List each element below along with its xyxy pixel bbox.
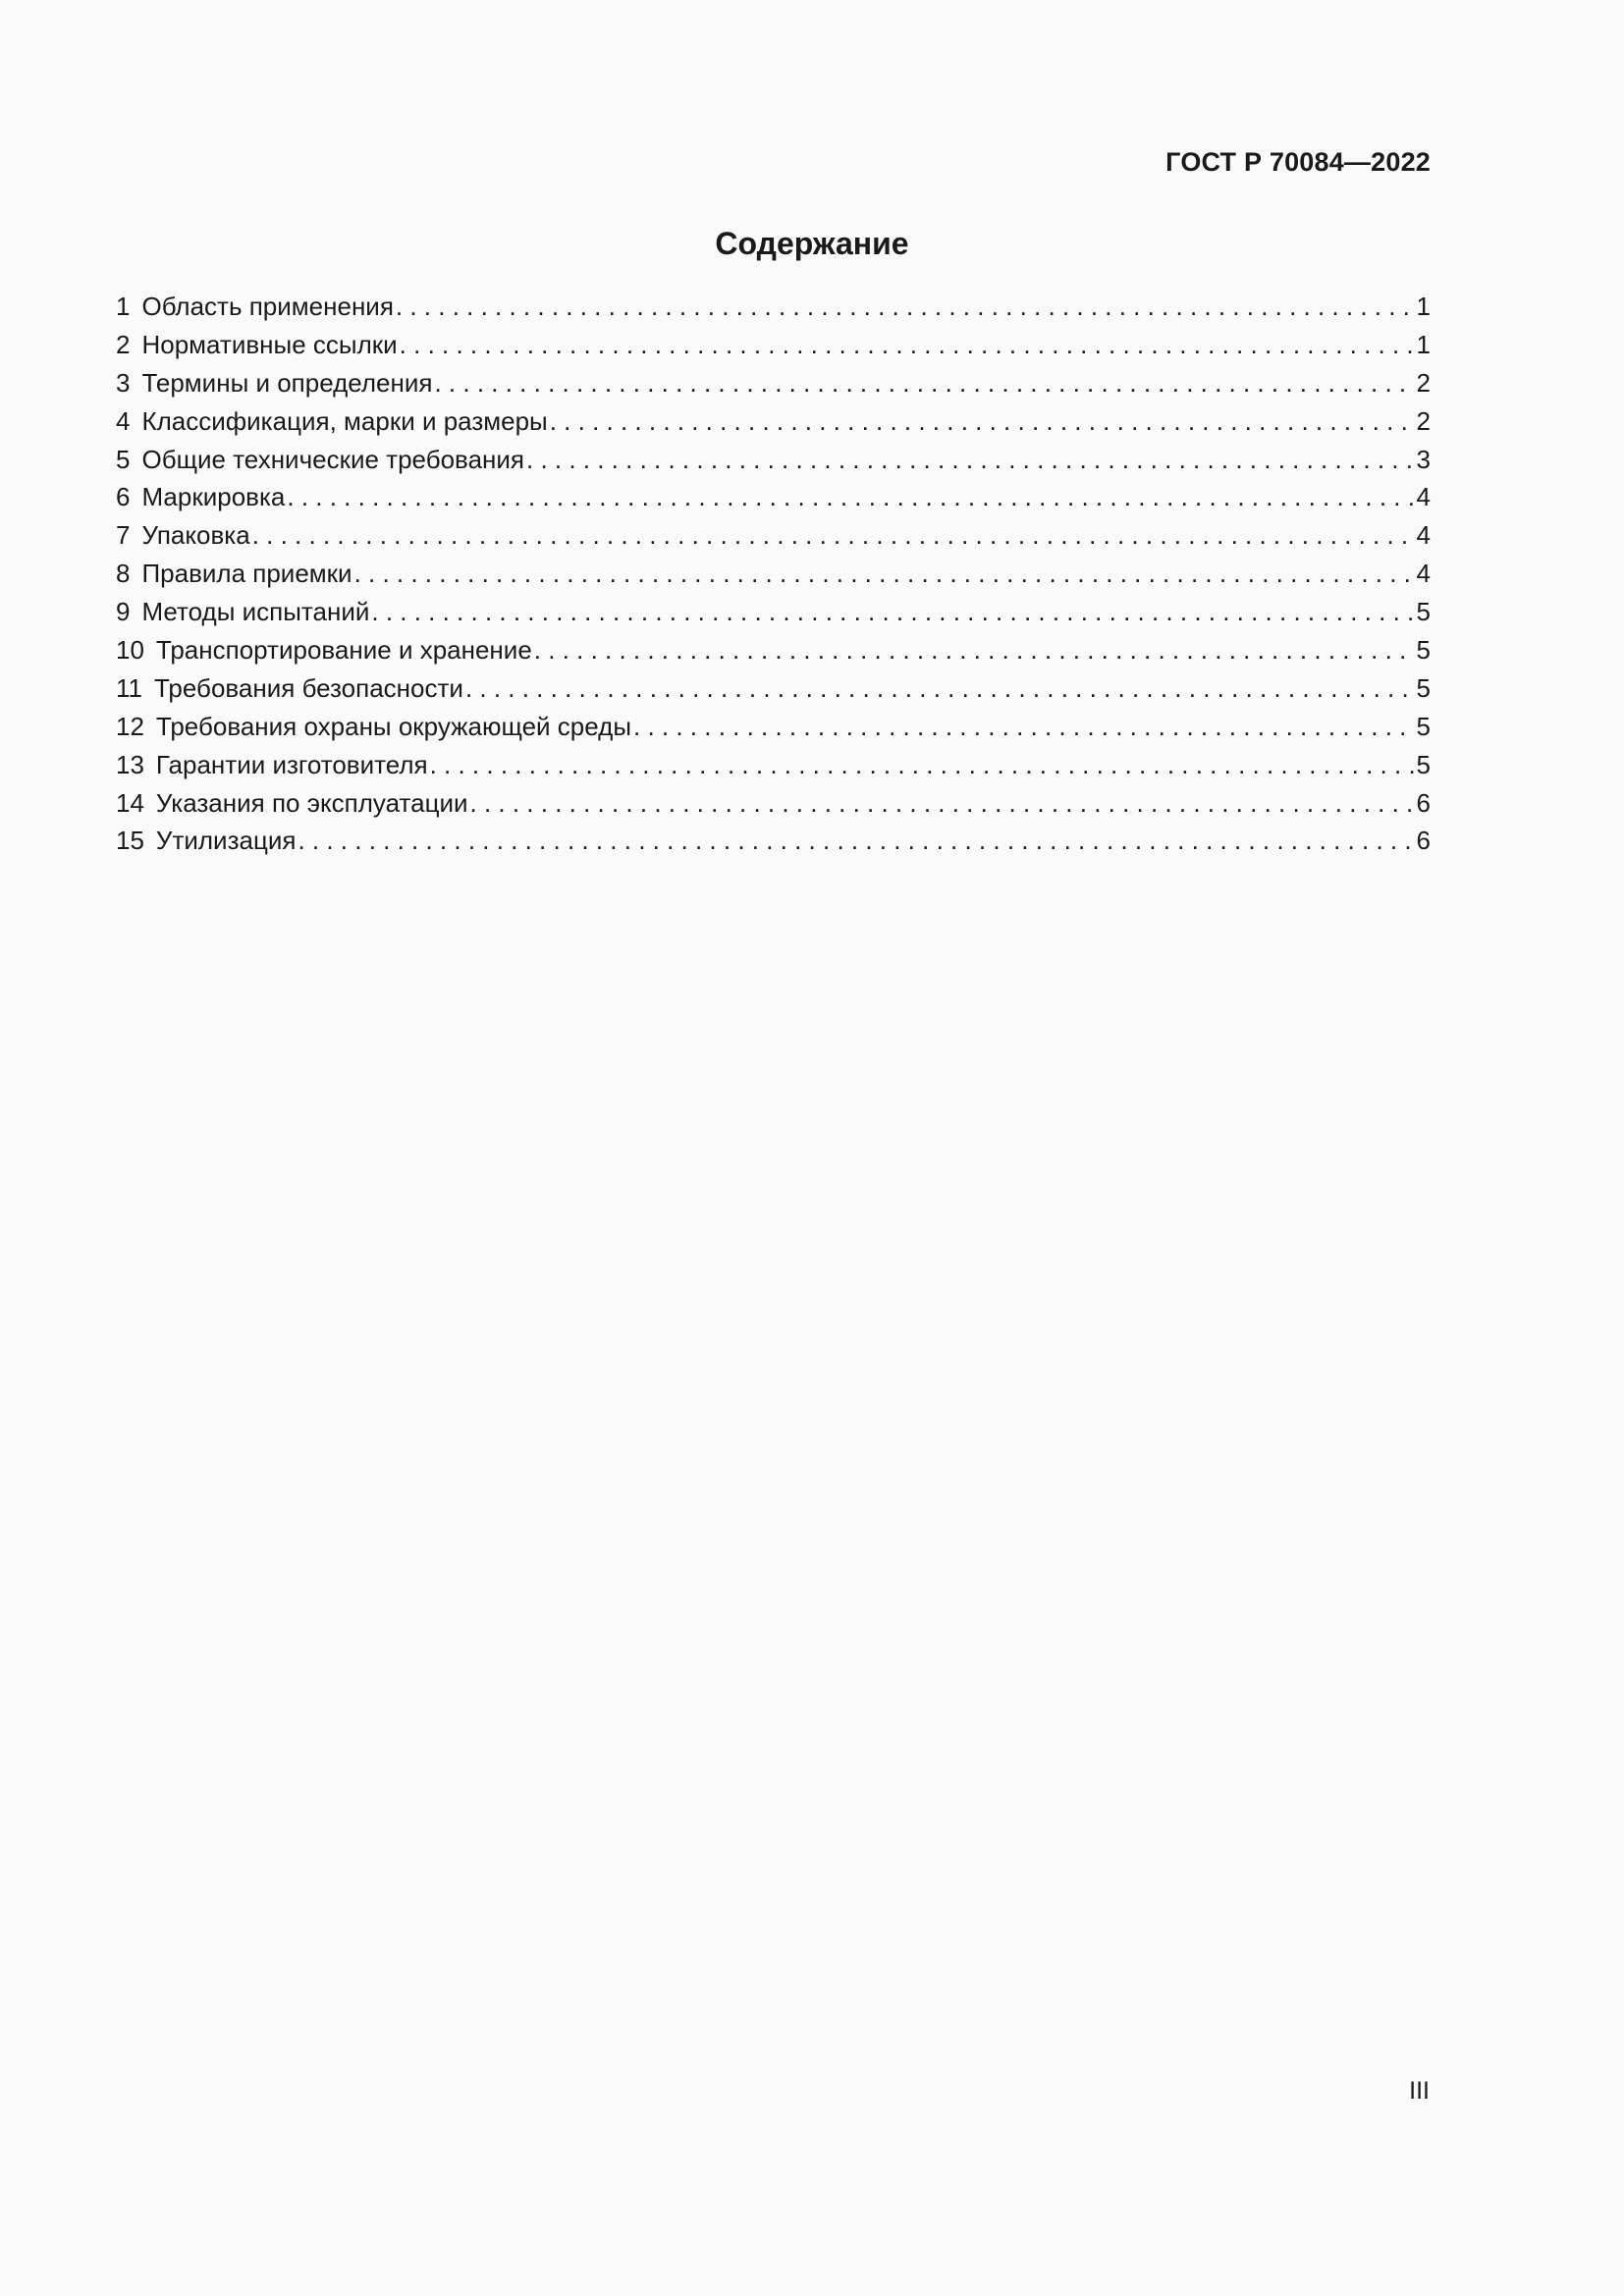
toc-dot-leader bbox=[534, 635, 1415, 665]
toc-entry-title: Область применения bbox=[141, 292, 394, 321]
toc-dot-leader bbox=[526, 445, 1415, 474]
toc-dot-leader bbox=[371, 597, 1414, 626]
toc-entry[interactable] bbox=[116, 445, 1431, 483]
toc-entry[interactable] bbox=[116, 292, 1431, 330]
toc-dot-leader bbox=[633, 712, 1415, 741]
toc-dot-leader bbox=[550, 406, 1415, 436]
toc-entry[interactable] bbox=[116, 406, 1431, 445]
toc-entry[interactable] bbox=[116, 520, 1431, 559]
toc-entry-title: Правила приемки bbox=[141, 559, 352, 589]
toc-entry-page: 2 bbox=[1416, 405, 1431, 436]
toc-entry-number: 12 bbox=[116, 711, 144, 741]
toc-entry-number: 8 bbox=[116, 559, 131, 589]
toc-entry-title: Маркировка bbox=[141, 482, 286, 512]
toc-entry-number: 1 bbox=[116, 292, 131, 321]
toc-entry-title: Нормативные ссылки bbox=[141, 329, 398, 359]
toc-dot-leader bbox=[430, 750, 1415, 779]
toc-entry-number: 2 bbox=[116, 329, 131, 359]
toc-entry[interactable] bbox=[116, 368, 1431, 406]
toc-entry-title: Классификация, марки и размеры bbox=[141, 405, 548, 436]
toc-entry-page: 5 bbox=[1416, 672, 1431, 703]
toc-entry[interactable] bbox=[116, 330, 1431, 368]
toc-entry-number: 14 bbox=[116, 787, 144, 818]
toc-entry-title: Методы испытаний bbox=[141, 597, 370, 627]
toc-dot-leader bbox=[470, 788, 1415, 818]
toc-entry-number: 10 bbox=[116, 635, 144, 666]
toc-entry[interactable] bbox=[116, 559, 1431, 597]
toc-entry-page: 4 bbox=[1416, 559, 1431, 589]
toc-entry-page: 2 bbox=[1416, 367, 1431, 398]
toc-entry-title: Транспортирование и хранение bbox=[155, 635, 532, 666]
toc-entry-title: Указания по эксплуатации bbox=[155, 787, 468, 818]
toc-entry-title: Термины и определения bbox=[141, 367, 433, 398]
toc-entry-page: 1 bbox=[1416, 292, 1431, 321]
toc-entry-page: 5 bbox=[1416, 597, 1431, 627]
page-number: III bbox=[1409, 2077, 1430, 2105]
table-of-contents bbox=[116, 292, 1431, 864]
toc-dot-leader bbox=[354, 559, 1415, 588]
toc-entry[interactable] bbox=[116, 826, 1431, 864]
toc-entry[interactable] bbox=[116, 635, 1431, 673]
toc-dot-leader bbox=[298, 826, 1414, 855]
toc-entry-page: 5 bbox=[1416, 711, 1431, 741]
toc-entry-page: 6 bbox=[1416, 787, 1431, 818]
toc-entry-page: 6 bbox=[1416, 826, 1431, 856]
toc-entry-number: 7 bbox=[116, 520, 131, 551]
toc-entry-title: Утилизация bbox=[155, 826, 297, 856]
toc-entry[interactable] bbox=[116, 750, 1431, 788]
toc-dot-leader bbox=[434, 368, 1414, 398]
toc-entry-number: 9 bbox=[116, 597, 131, 627]
toc-entry-number: 3 bbox=[116, 367, 131, 398]
toc-entry-page: 3 bbox=[1416, 444, 1431, 474]
toc-entry-title: Общие технические требования bbox=[141, 444, 524, 474]
toc-entry-page: 1 bbox=[1416, 329, 1431, 359]
toc-entry[interactable] bbox=[116, 597, 1431, 635]
toc-entry-title: Требования охраны окружающей среды bbox=[155, 711, 632, 741]
toc-entry-number: 6 bbox=[116, 482, 131, 512]
toc-entry-page: 4 bbox=[1416, 482, 1431, 512]
toc-entry-page: 5 bbox=[1416, 749, 1431, 779]
toc-entry-title: Требования безопасности bbox=[154, 672, 463, 703]
toc-entry-page: 5 bbox=[1416, 635, 1431, 666]
toc-entry[interactable] bbox=[116, 788, 1431, 827]
toc-entry-title: Упаковка bbox=[141, 520, 250, 551]
toc-title: Содержание bbox=[715, 226, 909, 261]
document-code: ГОСТ Р 70084—2022 bbox=[1165, 147, 1431, 177]
toc-entry-page: 4 bbox=[1416, 520, 1431, 551]
toc-entry[interactable] bbox=[116, 482, 1431, 520]
toc-entry[interactable] bbox=[116, 673, 1431, 712]
toc-entry-title: Гарантии изготовителя bbox=[155, 749, 428, 779]
toc-dot-leader bbox=[400, 330, 1415, 359]
toc-dot-leader bbox=[465, 673, 1415, 703]
toc-dot-leader bbox=[287, 482, 1414, 511]
toc-entry-number: 13 bbox=[116, 749, 144, 779]
toc-entry-number: 15 bbox=[116, 826, 144, 856]
toc-dot-leader bbox=[396, 292, 1415, 321]
toc-entry-number: 5 bbox=[116, 444, 131, 474]
toc-entry-number: 11 bbox=[116, 672, 142, 703]
toc-entry-number: 4 bbox=[116, 405, 131, 436]
toc-entry[interactable] bbox=[116, 712, 1431, 750]
toc-dot-leader bbox=[252, 520, 1415, 550]
